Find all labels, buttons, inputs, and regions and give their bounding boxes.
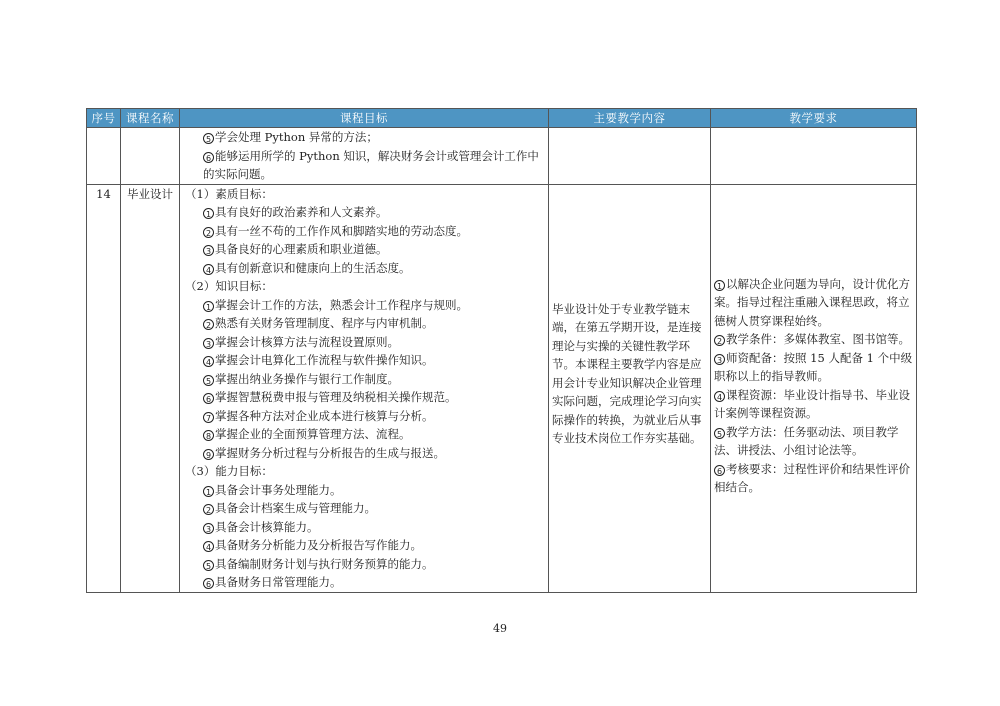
circled-number: 1 (203, 301, 214, 312)
requirement-item-text: 教学方法：任务驱动法、项目教学法、讲授法、小组讨论法等。 (714, 424, 899, 457)
goal-item-text: 掌握智慧税费申报与管理及纳税相关操作规范。 (215, 390, 457, 404)
goal-item-text: 掌握企业的全面预算管理方法、流程。 (215, 427, 411, 441)
goal-item (183, 536, 545, 555)
goal-section-title: （2）知识目标： (185, 279, 273, 293)
cell-name-empty (121, 128, 180, 185)
cell-main-content (549, 184, 711, 592)
goal-item-text: 掌握会计核算方法与流程设置原则。 (215, 334, 399, 349)
goal-item (183, 222, 545, 241)
requirement-item (714, 386, 913, 423)
row-index: 14 (87, 184, 121, 592)
circled-number: 3 (714, 354, 725, 365)
row-course-name: 毕业设计 (121, 184, 180, 592)
goal-item (183, 259, 545, 278)
requirement-item-text: 教学条件：多媒体教室、图书馆等。 (726, 332, 910, 346)
goal-item (183, 370, 545, 389)
header-main-content: 主要教学内容 (549, 109, 711, 128)
circled-number: 4 (203, 541, 214, 552)
course-table (86, 108, 917, 593)
requirement-item (714, 330, 913, 349)
goal-item-text: 具备财务分析能力及分析报告写作能力。 (215, 538, 422, 552)
circled-number: 6 (203, 152, 214, 163)
goal-item-text: 具备会计事务处理能力。 (215, 482, 342, 497)
circled-number: 7 (203, 412, 214, 423)
goal-item (183, 240, 545, 259)
header-requirements: 教学要求 (711, 109, 917, 128)
requirement-item (714, 275, 913, 331)
cell-index-empty (87, 128, 121, 185)
page-number: 49 (493, 622, 507, 635)
requirement-item (714, 423, 913, 460)
goal-item (183, 518, 545, 537)
goal-item-text: 掌握财务分析过程与分析报告的生成与报送。 (215, 445, 445, 460)
goal-text: 学会处理 Python 异常的方法； (215, 130, 378, 144)
circled-number: 4 (203, 356, 214, 367)
circled-number: 5 (203, 560, 214, 571)
goal-item (183, 573, 545, 592)
goal-item (183, 388, 545, 407)
requirements-list (714, 185, 913, 497)
circled-number: 1 (714, 280, 725, 291)
goal-item (183, 203, 545, 222)
requirement-item (714, 460, 913, 497)
goal-item (183, 128, 545, 147)
table-row-14 (87, 184, 917, 592)
cell-goals-continuation (180, 128, 549, 185)
header-course-goals: 课程目标 (180, 109, 549, 128)
goal-item-text: 具备会计核算能力。 (215, 519, 319, 534)
circled-number: 6 (203, 393, 214, 404)
goal-item-text: 掌握会计电算化工作流程与软件操作知识。 (215, 353, 434, 367)
goal-item-text: 具有创新意识和健康向上的生活态度。 (215, 260, 411, 275)
circled-number: 2 (203, 227, 214, 238)
circled-number: 2 (203, 319, 214, 330)
circled-number: 3 (203, 245, 214, 256)
goal-item (183, 444, 545, 463)
goal-item (183, 333, 545, 352)
goal-item (183, 555, 545, 574)
goal-text: 能够运用所学的 Python 知识，解决财务会计或管理会计工作中的实际问题。 (203, 148, 539, 181)
goal-item (183, 499, 545, 518)
header-course-name: 课程名称 (121, 109, 180, 128)
goal-item (183, 314, 545, 333)
cell-course-goals (180, 184, 549, 592)
goal-item (183, 407, 545, 426)
goal-item-text: 掌握出纳业务操作与银行工作制度。 (215, 371, 399, 386)
goal-item-text: 具备良好的心理素质和职业道德。 (215, 242, 388, 256)
circled-number: 2 (203, 504, 214, 515)
goal-item (183, 351, 545, 370)
circled-number: 9 (203, 449, 214, 460)
goal-section-title: （1）素质目标： (185, 186, 273, 201)
header-index: 序号 (87, 109, 121, 128)
goal-item (183, 147, 545, 184)
goal-item-text: 掌握各种方法对企业成本进行核算与分析。 (215, 408, 434, 423)
goal-item-text: 掌握会计工作的方法，熟悉会计工作程序与规则。 (215, 297, 468, 312)
requirement-item-text: 课程资源：毕业设计指导书、毕业设计案例等课程资源。 (714, 387, 910, 420)
goal-item (183, 296, 545, 315)
circled-number: 2 (714, 335, 725, 346)
circled-number: 4 (203, 264, 214, 275)
goal-section-title: （3）能力目标： (185, 464, 273, 478)
cell-requirements (711, 184, 917, 592)
main-content-text: 毕业设计处于专业教学链末端，在第五学期开设，是连接理论与实操的关键性教学环节。本课程主要教学内容是应用会计专业知识解决企业管理实际问题，完成理论学习向实际操作的转换，为就业后从事专业技术岗位工作夯实基础。 (552, 301, 702, 445)
circled-number: 1 (203, 486, 214, 497)
circled-number: 1 (203, 208, 214, 219)
goal-item-text: 具备会计档案生成与管理能力。 (215, 501, 376, 515)
circled-number: 6 (714, 465, 725, 476)
cell-content-empty (549, 128, 711, 185)
requirement-item (714, 349, 913, 386)
goal-item-text: 具备财务日常管理能力。 (215, 575, 342, 589)
circled-number: 5 (714, 428, 725, 439)
circled-number: 5 (203, 375, 214, 386)
table-row-continuation (87, 128, 917, 185)
circled-number: 3 (203, 338, 214, 349)
circled-number: 5 (203, 133, 214, 144)
circled-number: 3 (203, 523, 214, 534)
goal-item-text: 熟悉有关财务管理制度、程序与内审机制。 (215, 316, 434, 330)
cell-requirements-empty (711, 128, 917, 185)
table-header-row (87, 109, 917, 128)
circled-number: 8 (203, 430, 214, 441)
goal-item-text: 具有良好的政治素养和人文素养。 (215, 205, 388, 219)
goal-item-text: 具备编制财务计划与执行财务预算的能力。 (215, 556, 434, 571)
goal-item-text: 具有一丝不苟的工作作风和脚踏实地的劳动态度。 (215, 223, 468, 238)
goal-item (183, 425, 545, 444)
requirement-item-text: 以解决企业问题为导向，设计优化方案。指导过程注重融入课程思政，将立德树人贯穿课程始终。 (714, 276, 910, 328)
circled-number: 6 (203, 578, 214, 589)
goal-item (183, 481, 545, 500)
circled-number: 4 (714, 391, 725, 402)
requirement-item-text: 考核要求：过程性评价和结果性评价相结合。 (714, 461, 910, 494)
requirement-item-text: 师资配备：按照 15 人配备 1 个中级职称以上的指导教师。 (714, 350, 913, 383)
